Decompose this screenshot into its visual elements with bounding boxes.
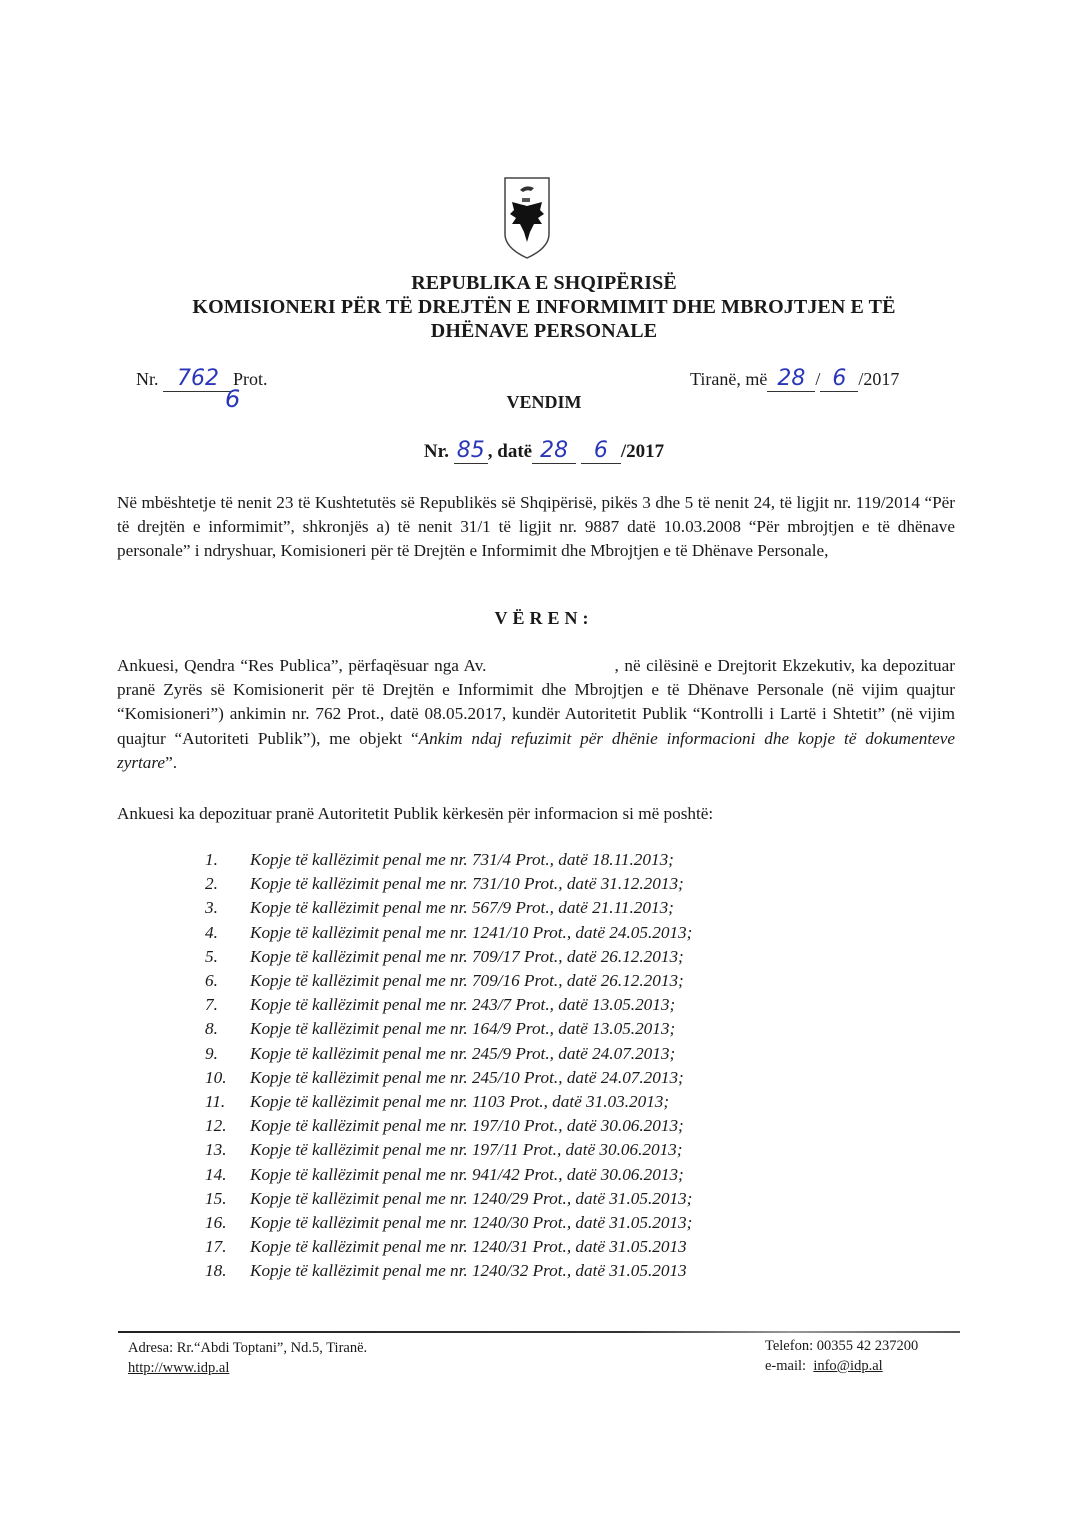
- footer-website-link[interactable]: http://www.idp.al: [128, 1360, 230, 1376]
- decision-year: /2017: [620, 441, 665, 462]
- list-item: 4. Kopje të kallëzimit penal me nr. 1241/10 Prot., datë 24.05.2013;: [205, 922, 693, 942]
- footer-divider: [118, 1331, 960, 1333]
- list-item: 18. Kopje të kallëzimit penal me nr. 1240/32 Prot., datë 31.05.2013: [205, 1261, 687, 1281]
- decision-date-prefix: , datë: [487, 441, 533, 462]
- request-intro: Ankuesi ka depozituar pranë Autoritetit Publik kërkesën për informacion si më poshtë:: [117, 804, 714, 823]
- list-item: 9. Kopje të kallëzimit penal me nr. 245/9 Prot., datë 24.07.2013;: [205, 1043, 676, 1063]
- list-item: 11. Kopje të kallëzimit penal me nr. 1103 Prot., datë 31.03.2013;: [205, 1092, 670, 1112]
- list-item: 15. Kopje të kallëzimit penal me nr. 1240/29 Prot., datë 31.05.2013;: [205, 1188, 693, 1208]
- place-date: [690, 366, 899, 392]
- protocol-handwritten-number: 762: [177, 366, 219, 391]
- footer-left: [128, 1338, 367, 1378]
- list-item: 16. Kopje të kallëzimit penal me nr. 1240/30 Prot., datë 31.05.2013;: [205, 1213, 693, 1233]
- list-item: 7. Kopje të kallëzimit penal me nr. 243/7 Prot., datë 13.05.2013;: [205, 995, 676, 1015]
- request-list: [205, 848, 692, 1284]
- footer-address: Adresa: Rr.“Abdi Toptani”, Nd.5, Tiranë.: [128, 1340, 368, 1356]
- list-item: 1. Kopje të kallëzimit penal me nr. 731/4 Prot., datë 18.11.2013;: [205, 850, 674, 869]
- legal-basis-paragraph: Në mbështetje të nenit 23 të Kushtetutës së Republikës së Shqipërisë, pikës 3 dhe 5 të nenit 24, të ligjit nr. 119/2014 “Për të drejtën e informimit”, shkronjës a) të nenit 31/1 të ligjit nr. 9887 datë 10.03.2008 “Për mbrojtjen e të dhënave personale” i ndryshuar, Komisioneri për të Drejtën e Informimit dhe Mbrojtjen e të Dhënave Personale,: [117, 493, 955, 561]
- list-item: 5. Kopje të kallëzimit penal me nr. 709/17 Prot., datë 26.12.2013;: [205, 946, 684, 966]
- place-prefix: Tiranë, më: [690, 369, 768, 389]
- decision-number-line: [0, 438, 1088, 464]
- list-item: 13. Kopje të kallëzimit penal me nr. 197/11 Prot., datë 30.06.2013;: [205, 1140, 683, 1160]
- decision-nr-prefix: Nr.: [423, 441, 450, 462]
- decision-handwritten-number: 85: [456, 438, 485, 463]
- complaint-end: ”.: [165, 752, 177, 772]
- decision-handwritten-day: 28: [540, 438, 569, 463]
- header-republic: REPUBLIKA E SHQIPËRISË: [411, 272, 677, 294]
- footer-right: [765, 1336, 918, 1376]
- list-item: 14. Kopje të kallëzimit penal me nr. 941/42 Prot., datë 30.06.2013;: [205, 1164, 684, 1184]
- protocol-number: [136, 366, 268, 392]
- complaint-paragraph: [117, 654, 955, 775]
- header-institution-line2: DHËNAVE PERSONALE: [430, 320, 658, 342]
- list-item: 3. Kopje të kallëzimit penal me nr. 567/9 Prot., datë 21.11.2013;: [205, 898, 674, 918]
- decision-title: VENDIM: [506, 392, 582, 412]
- complaint-start: Ankuesi, Qendra “Res Publica”, përfaqësuar nga Av.: [117, 656, 487, 675]
- coat-of-arms-icon: [502, 176, 552, 260]
- date-separator: /: [815, 369, 821, 389]
- section-heading-veren: VËREN:: [494, 608, 594, 628]
- footer-email-label: e-mail:: [765, 1358, 807, 1374]
- handwritten-day: 28: [777, 366, 806, 391]
- list-item: 2. Kopje të kallëzimit penal me nr. 731/10 Prot., datë 31.12.2013;: [205, 874, 684, 894]
- date-year: /2017: [858, 369, 900, 389]
- list-item: 17. Kopje të kallëzimit penal me nr. 1240/31 Prot., datë 31.05.2013: [205, 1237, 687, 1257]
- protocol-prefix: Nr.: [136, 369, 159, 389]
- list-item: 6. Kopje të kallëzimit penal me nr. 709/16 Prot., datë 26.12.2013;: [205, 971, 684, 991]
- decision-handwritten-month: 6: [593, 438, 608, 463]
- protocol-suffix: Prot.: [233, 369, 268, 389]
- complaint-rest: , në cilësinë e Drejtorit Ekzekutiv, ka depozituar pranë Zyrës së Komisionerit për të Drejtën e Informimit dhe Mbrojtjen e të Dhënave Personale (në vijim quajtur “Komisioneri”) ankimin nr. 762 Prot., datë 08.05.2017, kundër Autoritetit Publik “Kontrolli i Lartë i Shtetit” (në vijim quajtur “Autoriteti Publik”), me objekt “: [117, 656, 955, 748]
- footer-email-link[interactable]: info@idp.al: [813, 1358, 883, 1374]
- handwritten-month: 6: [832, 366, 847, 391]
- protocol-handwritten-sub: 6: [225, 385, 241, 413]
- list-item: 8. Kopje të kallëzimit penal me nr. 164/9 Prot., datë 13.05.2013;: [205, 1019, 676, 1039]
- list-item: 10. Kopje të kallëzimit penal me nr. 245/10 Prot., datë 24.07.2013;: [205, 1067, 684, 1087]
- footer-phone: Telefon: 00355 42 237200: [765, 1338, 919, 1354]
- list-item: 12. Kopje të kallëzimit penal me nr. 197/10 Prot., datë 30.06.2013;: [205, 1116, 684, 1136]
- complaint-object: Ankim ndaj refuzimit për dhënie informacioni dhe kopje të dokumenteve zyrtare: [117, 728, 955, 772]
- header-institution-line1: KOMISIONERI PËR TË DREJTËN E INFORMIMIT DHE MBROJTJEN E TË: [192, 296, 896, 318]
